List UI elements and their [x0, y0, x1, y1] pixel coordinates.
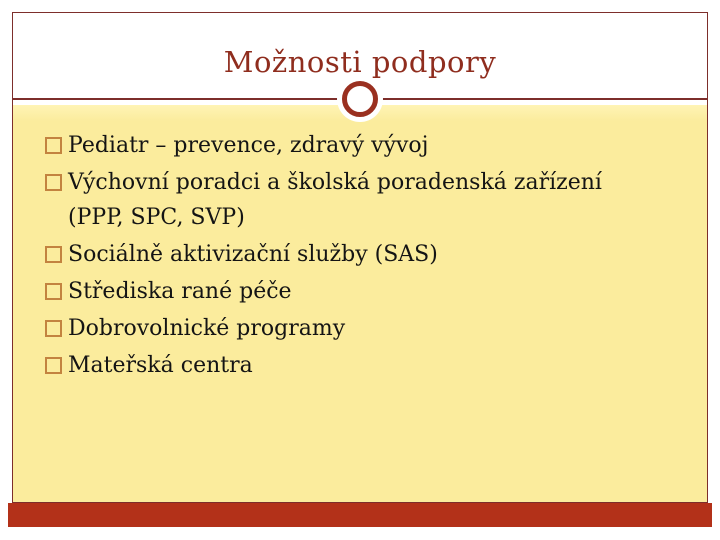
bullet-text: Mateřská centra — [68, 353, 253, 378]
bullet-item — [45, 311, 657, 346]
square-bullet-icon — [45, 174, 62, 191]
bullet-text: Pediatr – prevence, zdravý vývoj — [68, 133, 429, 158]
bullet-text: Sociálně aktivizační služby (SAS) — [68, 242, 438, 267]
bullet-item — [45, 128, 657, 163]
bullet-text: Výchovní poradci a školská poradenská zařízení (PPP, SPC, SVP) — [68, 170, 602, 230]
bullet-text: Dobrovolnické programy — [68, 316, 346, 341]
bullet-text: Střediska rané péče — [68, 279, 292, 304]
bullet-item — [45, 237, 657, 272]
bullet-list — [13, 105, 707, 383]
circle-ring-ornament — [342, 81, 378, 117]
bullet-item — [45, 165, 657, 235]
square-bullet-icon — [45, 320, 62, 337]
footer-strip — [8, 503, 712, 527]
square-bullet-icon — [45, 246, 62, 263]
square-bullet-icon — [45, 283, 62, 300]
slide-frame — [12, 12, 708, 503]
content-area — [13, 105, 707, 502]
square-bullet-icon — [45, 357, 62, 374]
bullet-item — [45, 274, 657, 309]
bullet-item — [45, 348, 657, 383]
square-bullet-icon — [45, 137, 62, 154]
slide-title: Možnosti podpory — [223, 45, 497, 79]
